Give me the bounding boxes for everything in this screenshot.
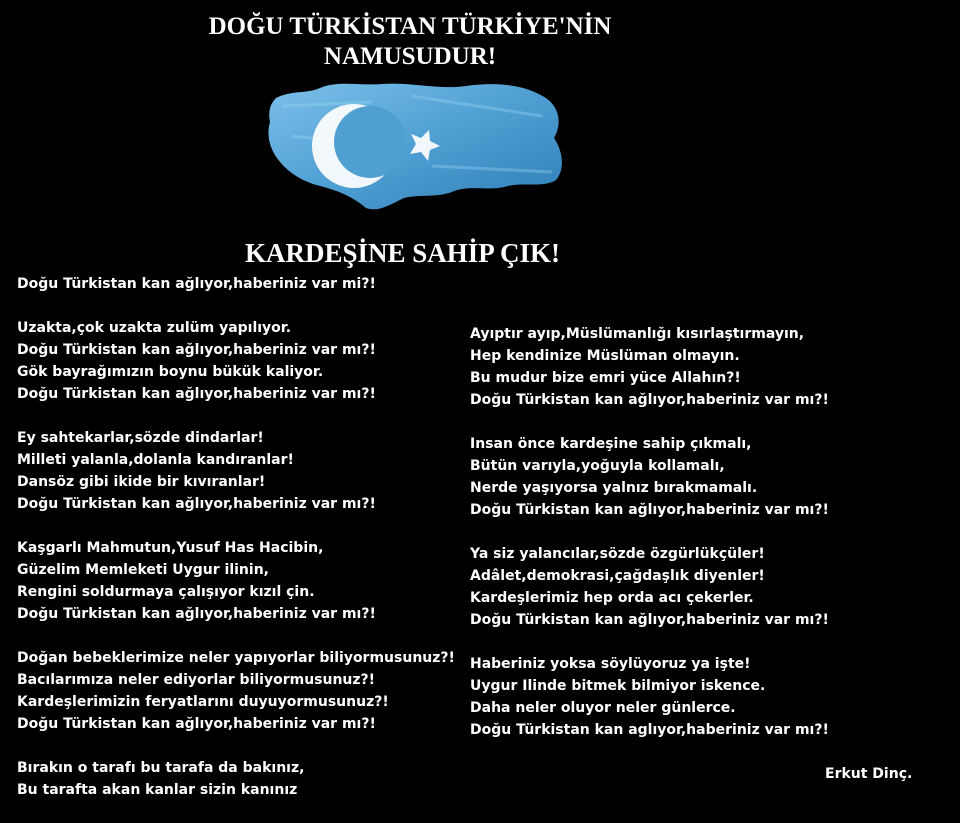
poem-line: Doğan bebeklerimize neler yapıyorlar biliyormusunuz?!	[17, 650, 455, 666]
poem-line: Ayıptır ayıp,Müslümanlığı kısırlaştırmayın,	[470, 326, 805, 342]
poem-line: Bütün varıyla,yoğuyla kollamalı,	[470, 458, 725, 474]
poem-stanza	[470, 543, 829, 631]
poem-line: Hep kendinize Müslüman olmayın.	[470, 348, 740, 364]
poem-stanza	[17, 537, 455, 625]
poem-stanza	[470, 323, 829, 411]
poem-stanza	[17, 273, 455, 295]
poem-line: Doğu Türkistan kan ağlıyor,haberiniz var mı?!	[470, 612, 829, 628]
poem-line: Uzakta,çok uzakta zulüm yapılıyor.	[17, 320, 292, 336]
poem-line: Daha neler oluyor neler günlerce.	[470, 700, 736, 716]
poem-stanza	[470, 653, 829, 741]
poem-line: Ey sahtekarlar,sözde dindarlar!	[17, 430, 264, 446]
poem-line: Doğu Türkistan kan ağlıyor,haberiniz var mı?!	[17, 386, 376, 402]
poem-line: Doğu Türkistan kan ağlıyor,haberiniz var mi?!	[17, 276, 376, 292]
poem-line: Bırakın o tarafı bu tarafa da bakınız,	[17, 760, 305, 776]
crescent-inner	[334, 106, 406, 178]
poem-line: Doğu Türkistan kan ağlıyor,haberiniz var mı?!	[470, 392, 829, 408]
poem-stanza	[470, 433, 829, 521]
poem-line: Haberiniz yoksa söylüyoruz ya işte!	[470, 656, 751, 672]
poem-line: Kardeşlerimiz hep orda acı çekerler.	[470, 590, 754, 606]
title-line-1: DOĞU TÜRKİSTAN TÜRKİYE'NİN	[208, 13, 612, 40]
poem-line: Doğu Türkistan kan ağlıyor,haberiniz var mı?!	[17, 716, 376, 732]
poem-line: Insan önce kardeşine sahip çıkmalı,	[470, 436, 752, 452]
poem-line: Milleti yalanla,dolanla kandıranlar!	[17, 452, 294, 468]
poster-subtitle: KARDEŞİNE SAHİP ÇIK!	[244, 238, 561, 268]
poem-line: Ya siz yalancılar,sözde özgürlükçüler!	[470, 546, 765, 562]
poem-line: Nerde yaşıyorsa yalnız bırakmamalı.	[470, 480, 758, 496]
poem-stanza	[17, 317, 455, 405]
poem-line: Bu tarafta akan kanlar sizin kanınız	[17, 782, 298, 798]
poem-line: Kardeşlerimizin feryatlarını duyuyormusunuz?!	[17, 694, 389, 710]
title-line-2: NAMUSUDUR!	[323, 43, 497, 70]
poem-stanza	[17, 427, 455, 515]
poem-line: Bacılarımıza neler ediyorlar biliyormusunuz?!	[17, 672, 376, 688]
poem-line: Gök bayrağımızın boynu bükük kaliyor.	[17, 364, 324, 380]
poem-line: Doğu Türkistan kan ağlıyor,haberiniz var mı?!	[17, 606, 376, 622]
poem-line: Bu mudur bize emri yüce Allahın?!	[470, 370, 741, 386]
poem-line: Doğu Türkistan kan ağlıyor,haberiniz var mı?!	[17, 496, 376, 512]
poem-column-right	[470, 323, 829, 763]
poem-line: Doğu Türkistan kan ağlıyor,haberiniz var mı?!	[470, 502, 829, 518]
poem-stanza	[17, 647, 455, 735]
poem-stanza	[17, 757, 455, 801]
poem-column-left	[17, 273, 455, 823]
poem-line: Dansöz gibi ikide bir kıvıranlar!	[17, 474, 266, 490]
poem-line: Doğu Türkistan kan ağlıyor,haberiniz var mı?!	[17, 342, 376, 358]
east-turkestan-flag-map-of-turkey-icon	[262, 76, 572, 216]
poster-title	[0, 12, 820, 72]
poem-line: Doğu Türkistan kan aglıyor,haberiniz var mı?!	[470, 722, 829, 738]
poem-line: Uygur Ilinde bitmek bilmiyor iskence.	[470, 678, 766, 694]
poem-line: Rengini soldurmaya çalışıyor kızıl çin.	[17, 584, 315, 600]
poem-line: Adâlet,demokrasi,çağdaşlık diyenler!	[470, 568, 765, 584]
poem-line: Güzelim Memleketi Uygur ilinin,	[17, 562, 269, 578]
poem-line: Kaşgarlı Mahmutun,Yusuf Has Hacibin,	[17, 540, 324, 556]
author-signature: Erkut Dinç.	[825, 766, 913, 782]
